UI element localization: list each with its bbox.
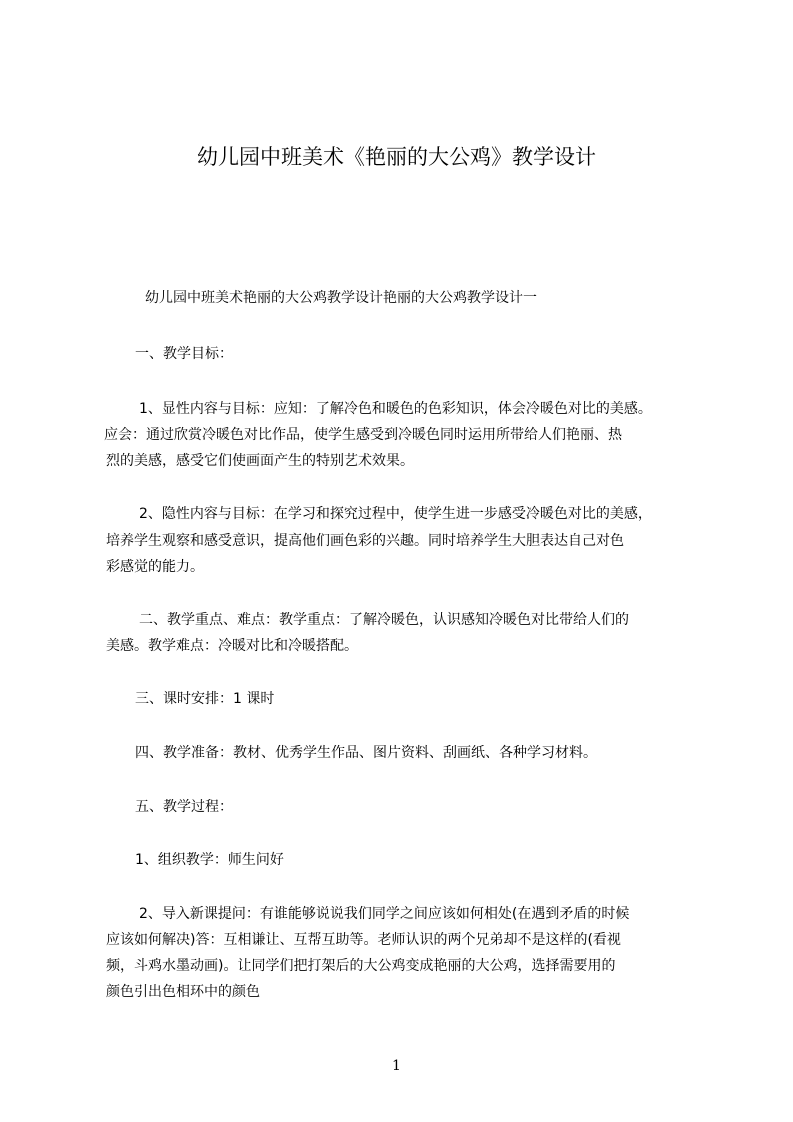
objective-2-line-3: 彩感觉的能力。 [106,559,204,575]
process-step-2-line-3: 频，斗鸡水墨动画)。让同学们把打架后的大公鸡变成艳丽的大公鸡，选择需要用的 [106,958,616,974]
section-heading-preparation: 四、教学准备：教材、优秀学生作品、图片资料、刮画纸、各种学习材料。 [135,745,597,761]
objective-1-line-3: 烈的美感，感受它们使画面产生的特别艺术效果。 [106,453,414,469]
section-heading-process: 五、教学过程： [135,799,233,815]
section-heading-schedule: 三、课时安排：1 课时 [135,691,275,707]
section-heading-objectives: 一、教学目标： [135,346,233,362]
process-step-1: 1、组织教学：师生问好 [135,852,284,868]
process-step-2-line-4: 颜色引出色相环中的颜色 [106,984,260,1000]
objective-2-line-1: 2、隐性内容与目标：在学习和探究过程中，使学生进一步感受冷暖色对比的美感， [139,506,652,522]
key-points-line-1: 二、教学重点、难点：教学重点：了解冷暖色，认识感知冷暖色对比带给人们的 [139,612,629,628]
objective-1-line-1: 1、显性内容与目标：应知：了解冷色和暖色的色彩知识，体会冷暖色对比的美感。 [139,401,652,417]
page-number: 1 [392,1058,401,1074]
objective-2-line-2: 培养学生观察和感受意识，提高他们画色彩的兴趣。同时培养学生大胆表达自己对色 [106,533,624,549]
document-title: 幼儿园中班美术《艳丽的大公鸡》教学设计 [197,145,596,169]
process-step-2-line-2: 应该如何解决)答：互相谦让、互帮互助等。老师认识的两个兄弟却不是这样的(看视 [106,932,621,948]
key-points-line-2: 美感。教学难点：冷暖对比和冷暖搭配。 [106,638,358,654]
process-step-2-line-1: 2、导入新课提问：有谁能够说说我们同学之间应该如何相处(在遇到矛盾的时候 [139,906,630,922]
objective-1-line-2: 应会：通过欣赏冷暖色对比作品，使学生感受到冷暖色同时运用所带给人们艳丽、热 [104,427,622,443]
intro-paragraph: 幼儿园中班美术艳丽的大公鸡教学设计艳丽的大公鸡教学设计一 [145,290,537,306]
